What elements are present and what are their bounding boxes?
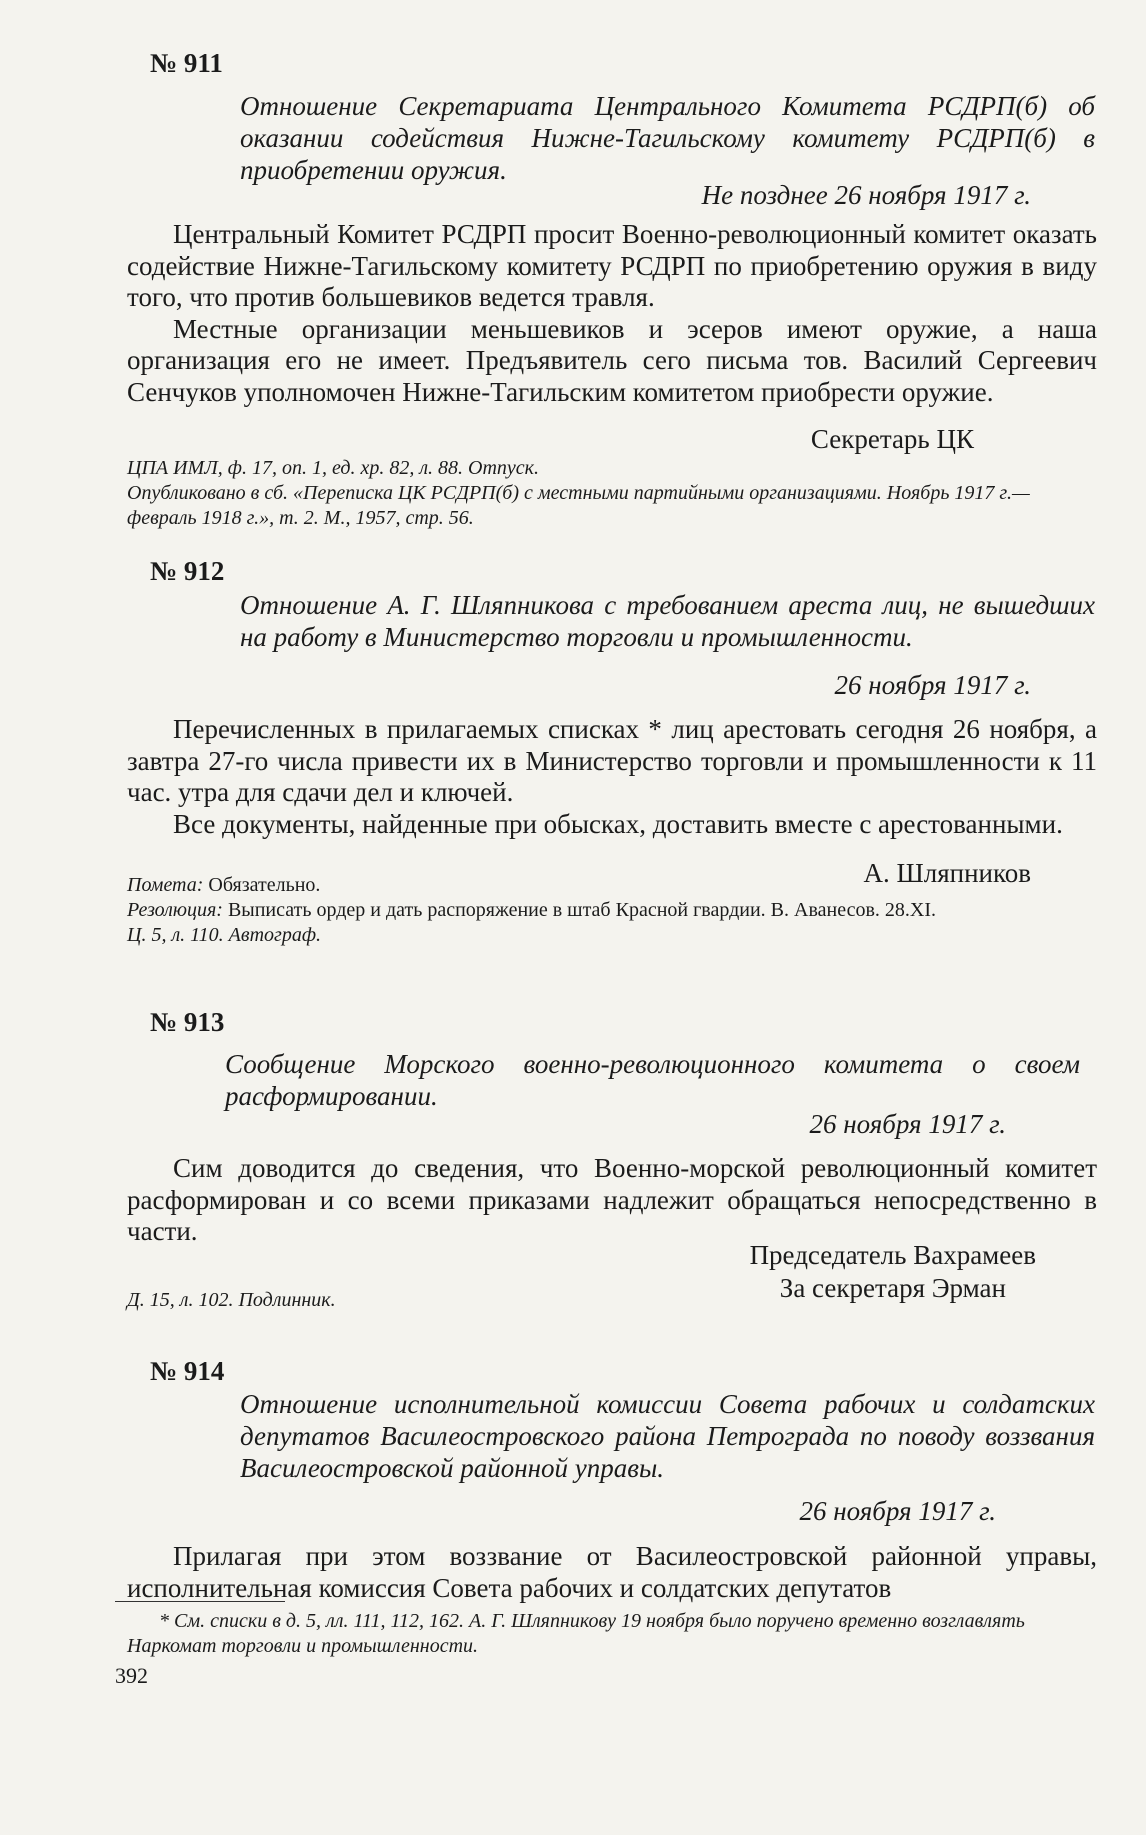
doc-913-number: № 913 — [150, 1007, 225, 1037]
footnote — [127, 1609, 1097, 1659]
doc-914-body — [127, 1541, 1097, 1604]
doc-911-title: Отношение Секретариата Центрального Комитета РСДРП(б) об оказании содействия Нижне-Тагильскому комитету РСДРП(б) в приобретении оружия. — [240, 91, 1095, 185]
doc-911-number: № 911 — [150, 48, 223, 78]
doc-912-title: Отношение А. Г. Шляпникова с требованием ареста лиц, не вышедших на работу в Министерство торговли и промышленности. — [240, 590, 1095, 652]
doc-911-paragraph: Местные организации меньшевиков и эсеров имеют оружие, а наша организация его не имеет. Предъявитель сего письма тов. Василий Сергеевич Сенчуков уполномочен Нижне-Тагильским комитетом приобрести оружие. — [127, 313, 1097, 407]
doc-914-date: 26 ноября 1917 г. — [799, 1496, 996, 1526]
doc-914-number: № 914 — [150, 1356, 225, 1386]
source-line: ЦПА ИМЛ, ф. 17, оп. 1, ед. хр. 82, л. 88. Отпуск. — [127, 457, 540, 479]
doc-912-date: 26 ноября 1917 г. — [834, 670, 1031, 700]
doc-913-signature-chair: Председатель Вахрамеев — [749, 1240, 1036, 1270]
doc-911-date: Не позднее 26 ноября 1917 г. — [701, 180, 1031, 210]
doc-912-signature: А. Шляпников — [863, 858, 1031, 888]
doc-912-paragraph: Перечисленных в прилагаемых списках * лиц арестовать сегодня 26 ноября, а завтра 27-го числа привести их в Министерство торговли и промышленности к 11 час. утра для сдачи дел и ключей. — [127, 714, 1097, 807]
doc-913-paragraph: Сим доводится до сведения, что Военно-морской революционный комитет расформирован и со всеми приказами надлежит обращаться непосредственно в части. — [127, 1153, 1097, 1246]
doc-912-body — [127, 714, 1097, 840]
doc-913-title: Сообщение Морского военно-революционного комитета о своем расформировании. — [225, 1049, 1080, 1111]
doc-913-date: 26 ноября 1917 г. — [809, 1109, 1006, 1139]
doc-912-number: № 912 — [150, 556, 225, 586]
doc-911-body — [127, 219, 1097, 408]
footnote-text: * См. списки в д. 5, лл. 111, 112, 162. А. Г. Шляпникову 19 ноября было поручено временно возглавлять Наркомат торговли и промышленности. — [127, 1610, 1025, 1657]
doc-913-signature-secretary: За секретаря Эрман — [779, 1273, 1006, 1303]
doc-912-paragraph: Все документы, найденные при обысках, доставить вместе с арестованными. — [173, 808, 1063, 839]
note-pometa: Помета: Обязательно. — [127, 874, 321, 896]
doc-911-source — [127, 456, 1097, 531]
page-number: 392 — [115, 1663, 148, 1688]
doc-913-body — [127, 1153, 1097, 1248]
source-line: Опубликовано в сб. «Переписка ЦК РСДРП(б) с местными партийными организациями. Ноябрь 1917 г.— февраль 1918 г.», т. 2. М., 1957, стр. 56. — [127, 482, 1030, 529]
footnote-divider — [115, 1601, 285, 1602]
doc-912-notes — [127, 873, 1097, 948]
note-resolution: Резолюция: Выписать ордер и дать распоряжение в штаб Красной гвардии. В. Аванесов. 28.XI. — [127, 899, 937, 921]
doc-911-paragraph: Центральный Комитет РСДРП просит Военно-революционный комитет оказать содействие Нижне-Тагильскому комитету РСДРП по приобретению оружия в виду того, что против большевиков ведется травля. — [127, 219, 1097, 312]
doc-913-source — [127, 1288, 1097, 1313]
doc-914-title: Отношение исполнительной комиссии Совета рабочих и солдатских депутатов Василеостровского района Петрограда по поводу воззвания Василеостровской районной управы. — [240, 1389, 1095, 1483]
doc-914-paragraph: Прилагая при этом воззвание от Василеостровской районной управы, исполнительная комиссия Совета рабочих и солдатских депутатов — [127, 1541, 1097, 1603]
source-line: Д. 15, л. 102. Подлинник. — [127, 1289, 336, 1311]
doc-911-signature: Секретарь ЦК — [810, 424, 974, 454]
doc-912-source: Ц. 5, л. 110. Автограф. — [127, 924, 322, 946]
